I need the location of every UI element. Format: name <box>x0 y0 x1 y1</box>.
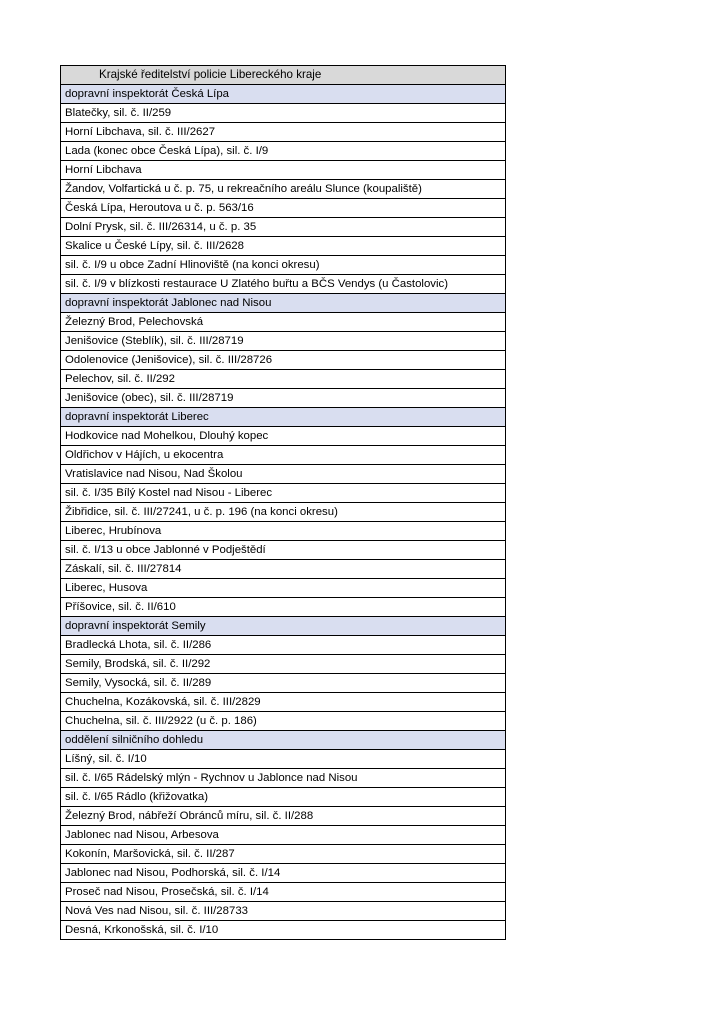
table-row <box>61 275 506 294</box>
location-cell: Vratislavice nad Nisou, Nad Školou <box>61 465 506 484</box>
location-cell: sil. č. I/65 Rádlo (křižovatka) <box>61 788 506 807</box>
table-title: Krajské ředitelství policie Libereckého kraje <box>61 66 506 85</box>
table-row <box>61 370 506 389</box>
location-cell: sil. č. I/9 u obce Zadní Hlinoviště (na konci okresu) <box>61 256 506 275</box>
table-row <box>61 104 506 123</box>
table-row <box>61 712 506 731</box>
table-row <box>61 598 506 617</box>
location-cell: Horní Libchava, sil. č. III/2627 <box>61 123 506 142</box>
location-cell: Blatečky, sil. č. II/259 <box>61 104 506 123</box>
location-cell: Oldřichov v Hájích, u ekocentra <box>61 446 506 465</box>
table-row <box>61 503 506 522</box>
table-row <box>61 180 506 199</box>
location-cell: Jenišovice (Steblík), sil. č. III/28719 <box>61 332 506 351</box>
location-cell: Semily, Vysocká, sil. č. II/289 <box>61 674 506 693</box>
section-header-row <box>61 617 506 636</box>
location-cell: Horní Libchava <box>61 161 506 180</box>
section-header-row <box>61 85 506 104</box>
location-cell: Líšný, sil. č. I/10 <box>61 750 506 769</box>
location-cell: Chuchelna, sil. č. III/2922 (u č. p. 186) <box>61 712 506 731</box>
table-row <box>61 256 506 275</box>
table-row <box>61 541 506 560</box>
location-cell: Železný Brod, nábřeží Obránců míru, sil. č. II/288 <box>61 807 506 826</box>
location-cell: Liberec, Hrubínova <box>61 522 506 541</box>
table-row <box>61 560 506 579</box>
table-row <box>61 484 506 503</box>
location-cell: Pelechov, sil. č. II/292 <box>61 370 506 389</box>
table-row <box>61 693 506 712</box>
location-cell: sil. č. I/35 Bílý Kostel nad Nisou - Liberec <box>61 484 506 503</box>
table-row <box>61 446 506 465</box>
table-row <box>61 199 506 218</box>
location-cell: Liberec, Husova <box>61 579 506 598</box>
location-cell: Žandov, Volfartická u č. p. 75, u rekreačního areálu Slunce (koupaliště) <box>61 180 506 199</box>
location-cell: Chuchelna, Kozákovská, sil. č. III/2829 <box>61 693 506 712</box>
location-cell: sil. č. I/9 v blízkosti restaurace U Zlatého buřtu a BČS Vendys (u Častolovic) <box>61 275 506 294</box>
location-cell: Příšovice, sil. č. II/610 <box>61 598 506 617</box>
table-row <box>61 237 506 256</box>
table-row <box>61 218 506 237</box>
section-header-label: dopravní inspektorát Česká Lípa <box>61 85 506 104</box>
section-header-label: oddělení silničního dohledu <box>61 731 506 750</box>
location-cell: Jenišovice (obec), sil. č. III/28719 <box>61 389 506 408</box>
location-cell: sil. č. I/65 Rádelský mlýn - Rychnov u Jablonce nad Nisou <box>61 769 506 788</box>
location-cell: Záskalí, sil. č. III/27814 <box>61 560 506 579</box>
table-row <box>61 845 506 864</box>
table-row <box>61 427 506 446</box>
location-cell: Jablonec nad Nisou, Arbesova <box>61 826 506 845</box>
table-row <box>61 522 506 541</box>
section-header-row <box>61 731 506 750</box>
table-row <box>61 465 506 484</box>
location-cell: Bradlecká Lhota, sil. č. II/286 <box>61 636 506 655</box>
table-row <box>61 142 506 161</box>
table-row <box>61 313 506 332</box>
location-cell: Proseč nad Nisou, Prosečská, sil. č. I/14 <box>61 883 506 902</box>
table-row <box>61 750 506 769</box>
section-header-label: dopravní inspektorát Liberec <box>61 408 506 427</box>
location-cell: Železný Brod, Pelechovská <box>61 313 506 332</box>
table-row <box>61 921 506 940</box>
location-cell: Žibřidice, sil. č. III/27241, u č. p. 196 (na konci okresu) <box>61 503 506 522</box>
location-cell: Skalice u České Lípy, sil. č. III/2628 <box>61 237 506 256</box>
location-cell: Kokonín, Maršovická, sil. č. II/287 <box>61 845 506 864</box>
table-row <box>61 351 506 370</box>
location-cell: Lada (konec obce Česká Lípa), sil. č. I/9 <box>61 142 506 161</box>
table-row <box>61 332 506 351</box>
table-row <box>61 807 506 826</box>
section-header-label: dopravní inspektorát Semily <box>61 617 506 636</box>
location-cell: Česká Lípa, Heroutova u č. p. 563/16 <box>61 199 506 218</box>
section-header-row <box>61 294 506 313</box>
table-row <box>61 902 506 921</box>
table-row <box>61 389 506 408</box>
section-header-label: dopravní inspektorát Jablonec nad Nisou <box>61 294 506 313</box>
location-cell: Dolní Prysk, sil. č. III/26314, u č. p. 35 <box>61 218 506 237</box>
table-row <box>61 788 506 807</box>
table-row <box>61 826 506 845</box>
table-row <box>61 579 506 598</box>
table-row <box>61 161 506 180</box>
table-row <box>61 883 506 902</box>
location-cell: Semily, Brodská, sil. č. II/292 <box>61 655 506 674</box>
table-row <box>61 674 506 693</box>
table-row <box>61 636 506 655</box>
location-cell: sil. č. I/13 u obce Jablonné v Podještědí <box>61 541 506 560</box>
section-header-row <box>61 408 506 427</box>
location-cell: Jablonec nad Nisou, Podhorská, sil. č. I/14 <box>61 864 506 883</box>
radar-locations-table <box>60 65 506 940</box>
table-row <box>61 655 506 674</box>
table-row <box>61 769 506 788</box>
table-row <box>61 864 506 883</box>
location-cell: Odolenovice (Jenišovice), sil. č. III/28726 <box>61 351 506 370</box>
table-header-row <box>61 66 506 85</box>
location-cell: Nová Ves nad Nisou, sil. č. III/28733 <box>61 902 506 921</box>
table-row <box>61 123 506 142</box>
location-cell: Desná, Krkonošská, sil. č. I/10 <box>61 921 506 940</box>
location-cell: Hodkovice nad Mohelkou, Dlouhý kopec <box>61 427 506 446</box>
